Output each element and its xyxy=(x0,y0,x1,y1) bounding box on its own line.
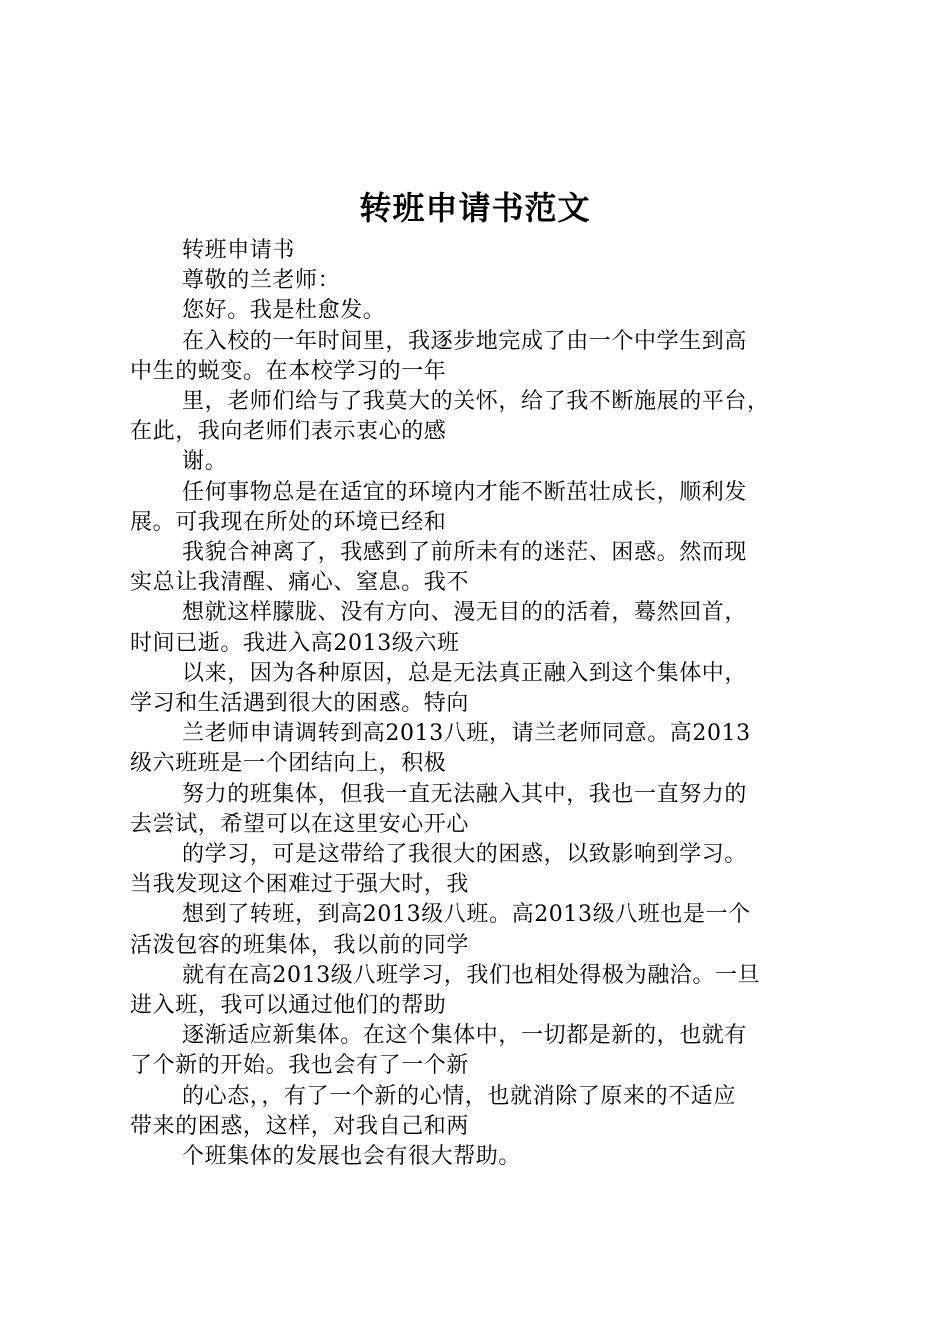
body-line: 的学习，可是这带给了我很大的困惑，以致影响到学习。 xyxy=(182,842,748,868)
body-line: 您好。我是杜愈发。 xyxy=(182,298,386,324)
body-line: 尊敬的兰老师： xyxy=(182,268,341,294)
body-line: 学习和生活遇到很大的困惑。特向 xyxy=(130,691,470,717)
document-title: 转班申请书范文 xyxy=(359,189,591,227)
body-line: 级六班班是一个团结向上，积极 xyxy=(130,751,447,777)
body-line: 谢。 xyxy=(182,449,228,475)
body-line: 转班申请书 xyxy=(182,238,296,263)
body-line: 进入班，我可以通过他们的帮助 xyxy=(130,993,447,1019)
body-line: 了个新的开始。我也会有了一个新 xyxy=(130,1053,470,1079)
body-line: 以来，因为各种原因，总是无法真正融入到这个集体中， xyxy=(182,660,748,686)
body-line: 里，老师们给与了我莫大的关怀，给了我不断施展的平台， xyxy=(182,389,770,415)
body-line: 任何事物总是在适宜的环境内才能不断茁壮成长，顺利发 xyxy=(182,479,748,505)
body-line: 个班集体的发展也会有很大帮助。 xyxy=(182,1144,522,1170)
body-line: 想到了转班，到高2013级八班。高2013级八班也是一个 xyxy=(182,902,751,928)
body-line: 在入校的一年时间里，我逐步地完成了由一个中学生到高 xyxy=(182,328,748,354)
body-line: 我貌合神离了，我感到了前所未有的迷茫、困惑。然而现 xyxy=(182,540,748,566)
body-line: 带来的困惑，这样，对我自己和两 xyxy=(130,1113,470,1139)
body-line: 活泼包容的班集体，我以前的同学 xyxy=(130,932,470,958)
body-line: 中生的蜕变。在本校学习的一年 xyxy=(130,358,447,384)
body-line: 实总让我清醒、痛心、窒息。我不 xyxy=(130,570,470,596)
body-line: 时间已逝。我进入高2013级六班 xyxy=(130,630,460,656)
body-line: 展。可我现在所处的环境已经和 xyxy=(130,509,447,535)
body-line: 就有在高2013级八班学习，我们也相处得极为融洽。一旦 xyxy=(182,962,761,988)
body-line: 当我发现这个困难过于强大时，我 xyxy=(130,872,470,898)
document-body xyxy=(130,236,830,1172)
body-line: 逐渐适应新集体。在这个集体中，一切都是新的，也就有 xyxy=(182,1023,748,1049)
body-line: 去尝试，希望可以在这里安心开心 xyxy=(130,811,470,837)
body-line: 想就这样朦胧、没有方向、漫无目的的活着，蓦然回首， xyxy=(182,600,748,626)
body-line: 努力的班集体，但我一直无法融入其中，我也一直努力的 xyxy=(182,781,748,807)
body-line: 兰老师申请调转到高2013八班，请兰老师同意。高2013 xyxy=(182,721,751,747)
body-line: 在此，我向老师们表示衷心的感 xyxy=(130,419,447,445)
body-line: 的心态，，有了一个新的心情，也就消除了原来的不适应 xyxy=(182,1083,737,1109)
